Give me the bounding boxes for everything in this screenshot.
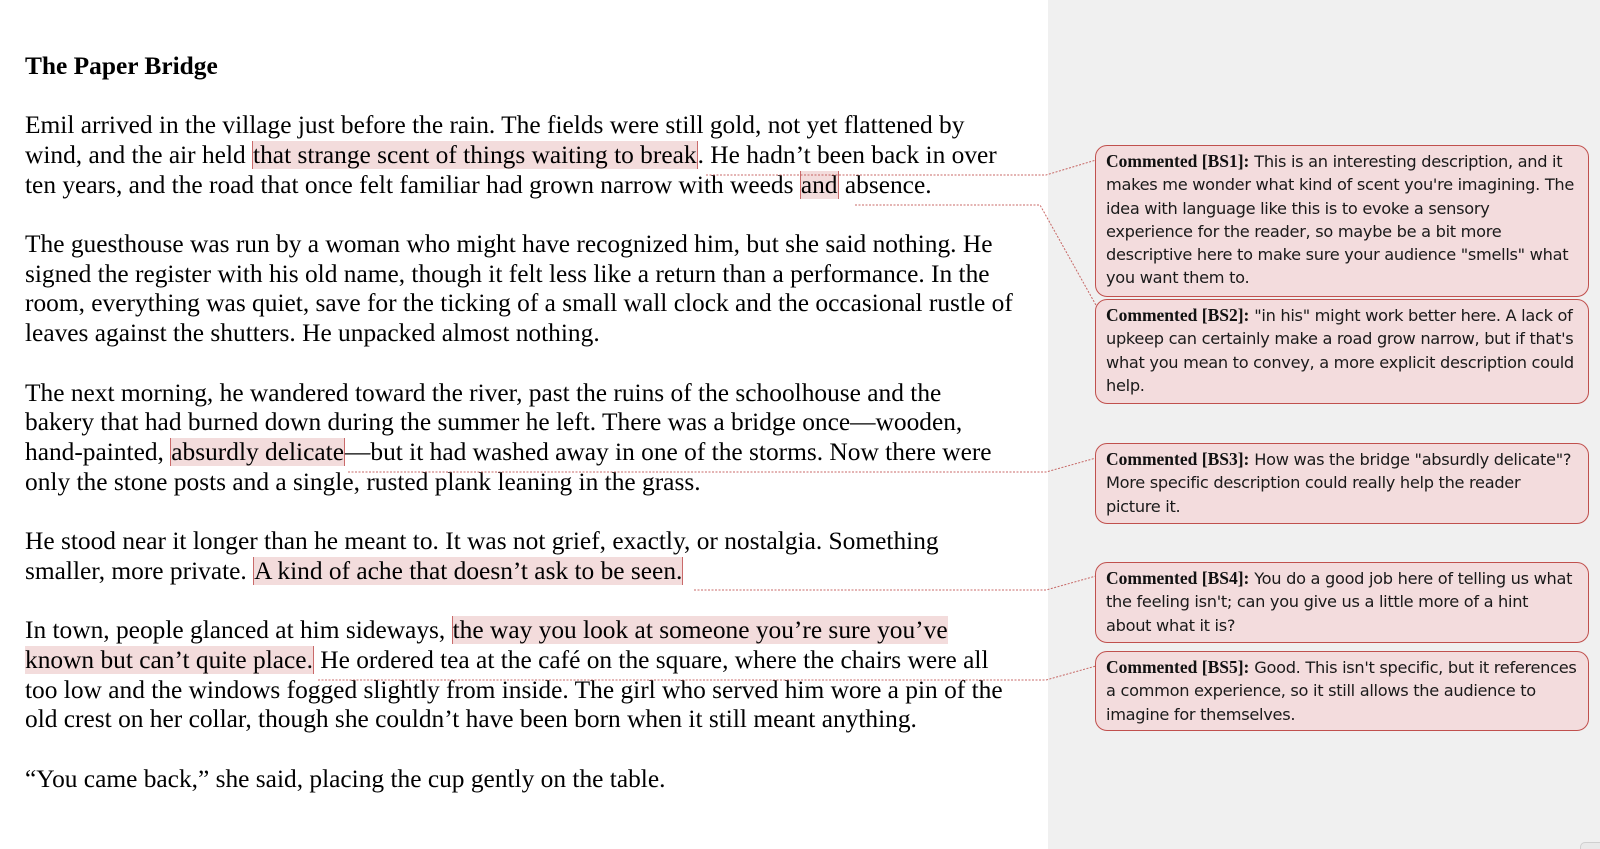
text-line: “You came back,” she said, placing the cup gently on the table. xyxy=(25,764,666,793)
comment-author-tag: Commented [BS3]: xyxy=(1106,449,1250,469)
text-line: leaves against the shutters. He unpacked almost nothing. xyxy=(25,319,600,348)
comment-text: Good. This isn't specific, but it references a common experience, so it still allows the audience to imagine for themselves. xyxy=(1106,658,1577,724)
text-line: known but can’t quite place. He ordered tea at the café on the square, where the chairs were all xyxy=(25,645,989,674)
text-line: only the stone posts and a single, rusted plank leaning in the grass. xyxy=(25,467,701,496)
text-line: room, everything was quiet, save for the ticking of a small wall clock and the occasional rustle of xyxy=(25,289,1013,318)
comment-bs2[interactable] xyxy=(1095,299,1589,404)
comment-anchor-bs4[interactable]: A kind of ache that doesn’t ask to be seen. xyxy=(254,556,683,585)
text-line: The guesthouse was run by a woman who might have recognized him, but she said nothing. He xyxy=(25,230,993,258)
comment-anchor-bs3[interactable]: absurdly delicate xyxy=(171,437,344,466)
comment-bs3[interactable] xyxy=(1095,443,1589,524)
comment-anchor-bs1[interactable]: that strange scent of things waiting to break xyxy=(253,140,697,169)
text-line: Emil arrived in the village just before the rain. The fields were still gold, not yet flattened by xyxy=(25,111,965,140)
text-line: hand-painted, absurdly delicate—but it had washed away in one of the storms. Now there were xyxy=(25,437,992,466)
comment-anchor-bs5-start[interactable]: the way you look at someone you’re sure you’ve xyxy=(452,616,948,645)
comment-author-tag: Commented [BS4]: xyxy=(1106,568,1250,588)
text-line: smaller, more private. A kind of ache that doesn’t ask to be seen. xyxy=(25,556,683,585)
text-line: bakery that had burned down during the summer he left. There was a bridge once—wooden, xyxy=(25,408,963,437)
paragraph-2 xyxy=(25,230,1035,349)
comment-text: "in his" might work better here. A lack of upkeep can certainly make a road grow narrow, but if that's what you mean to convey, a more explicit description could help. xyxy=(1106,306,1574,395)
text-line: old crest on her collar, though she couldn’t have been born when it still meant anything. xyxy=(25,705,917,734)
paragraph-6 xyxy=(25,765,1035,795)
comment-text: You do a good job here of telling us what the feeling isn't; can you give us a little more of a hint about what it is? xyxy=(1106,569,1573,635)
comment-bs1[interactable] xyxy=(1095,145,1589,297)
status-corner-widget[interactable] xyxy=(1580,842,1600,849)
comment-author-tag: Commented [BS5]: xyxy=(1106,657,1250,677)
text-line: too low and the windows fogged slightly from inside. The girl who served him wore a pin of the xyxy=(25,675,1003,704)
comment-bs4[interactable] xyxy=(1095,562,1589,643)
paragraph-5 xyxy=(25,616,1035,735)
comment-bs5[interactable] xyxy=(1095,651,1589,731)
comment-anchor-bs5-end[interactable]: known but can’t quite place. xyxy=(25,645,313,674)
text-line: The next morning, he wandered toward the river, past the ruins of the schoolhouse and the xyxy=(25,378,942,407)
comment-text: How was the bridge "absurdly delicate"? More specific description could really help the reader picture it. xyxy=(1106,450,1572,516)
text-line: ten years, and the road that once felt familiar had grown narrow with weeds and absence. xyxy=(25,170,932,199)
text-line: In town, people glanced at him sideways, the way you look at someone you’re sure you’ve xyxy=(25,616,948,645)
paragraph-4 xyxy=(25,527,1035,586)
text-line: signed the register with his old name, though it felt less like a return than a performance. In the xyxy=(25,259,990,288)
comment-text: This is an interesting description, and it makes me wonder what kind of scent you're imagining. The idea with language like this is to evoke a sensory experience for the reader, so maybe be a bit more descriptive here to make sure your audience "smells" what you want them to. xyxy=(1106,152,1575,288)
text-line: He stood near it longer than he meant to. It was not grief, exactly, or nostalgia. Something xyxy=(25,527,939,555)
text-line: wind, and the air held that strange scent of things waiting to break. He hadn’t been back in over xyxy=(25,140,997,169)
comment-author-tag: Commented [BS1]: xyxy=(1106,151,1250,171)
paragraph-1 xyxy=(25,111,1035,200)
comment-author-tag: Commented [BS2]: xyxy=(1106,305,1250,325)
comment-anchor-bs2[interactable]: and xyxy=(800,170,838,199)
document-title: The Paper Bridge xyxy=(25,52,218,80)
paragraph-3 xyxy=(25,379,1035,498)
document-body[interactable] xyxy=(25,52,1035,824)
